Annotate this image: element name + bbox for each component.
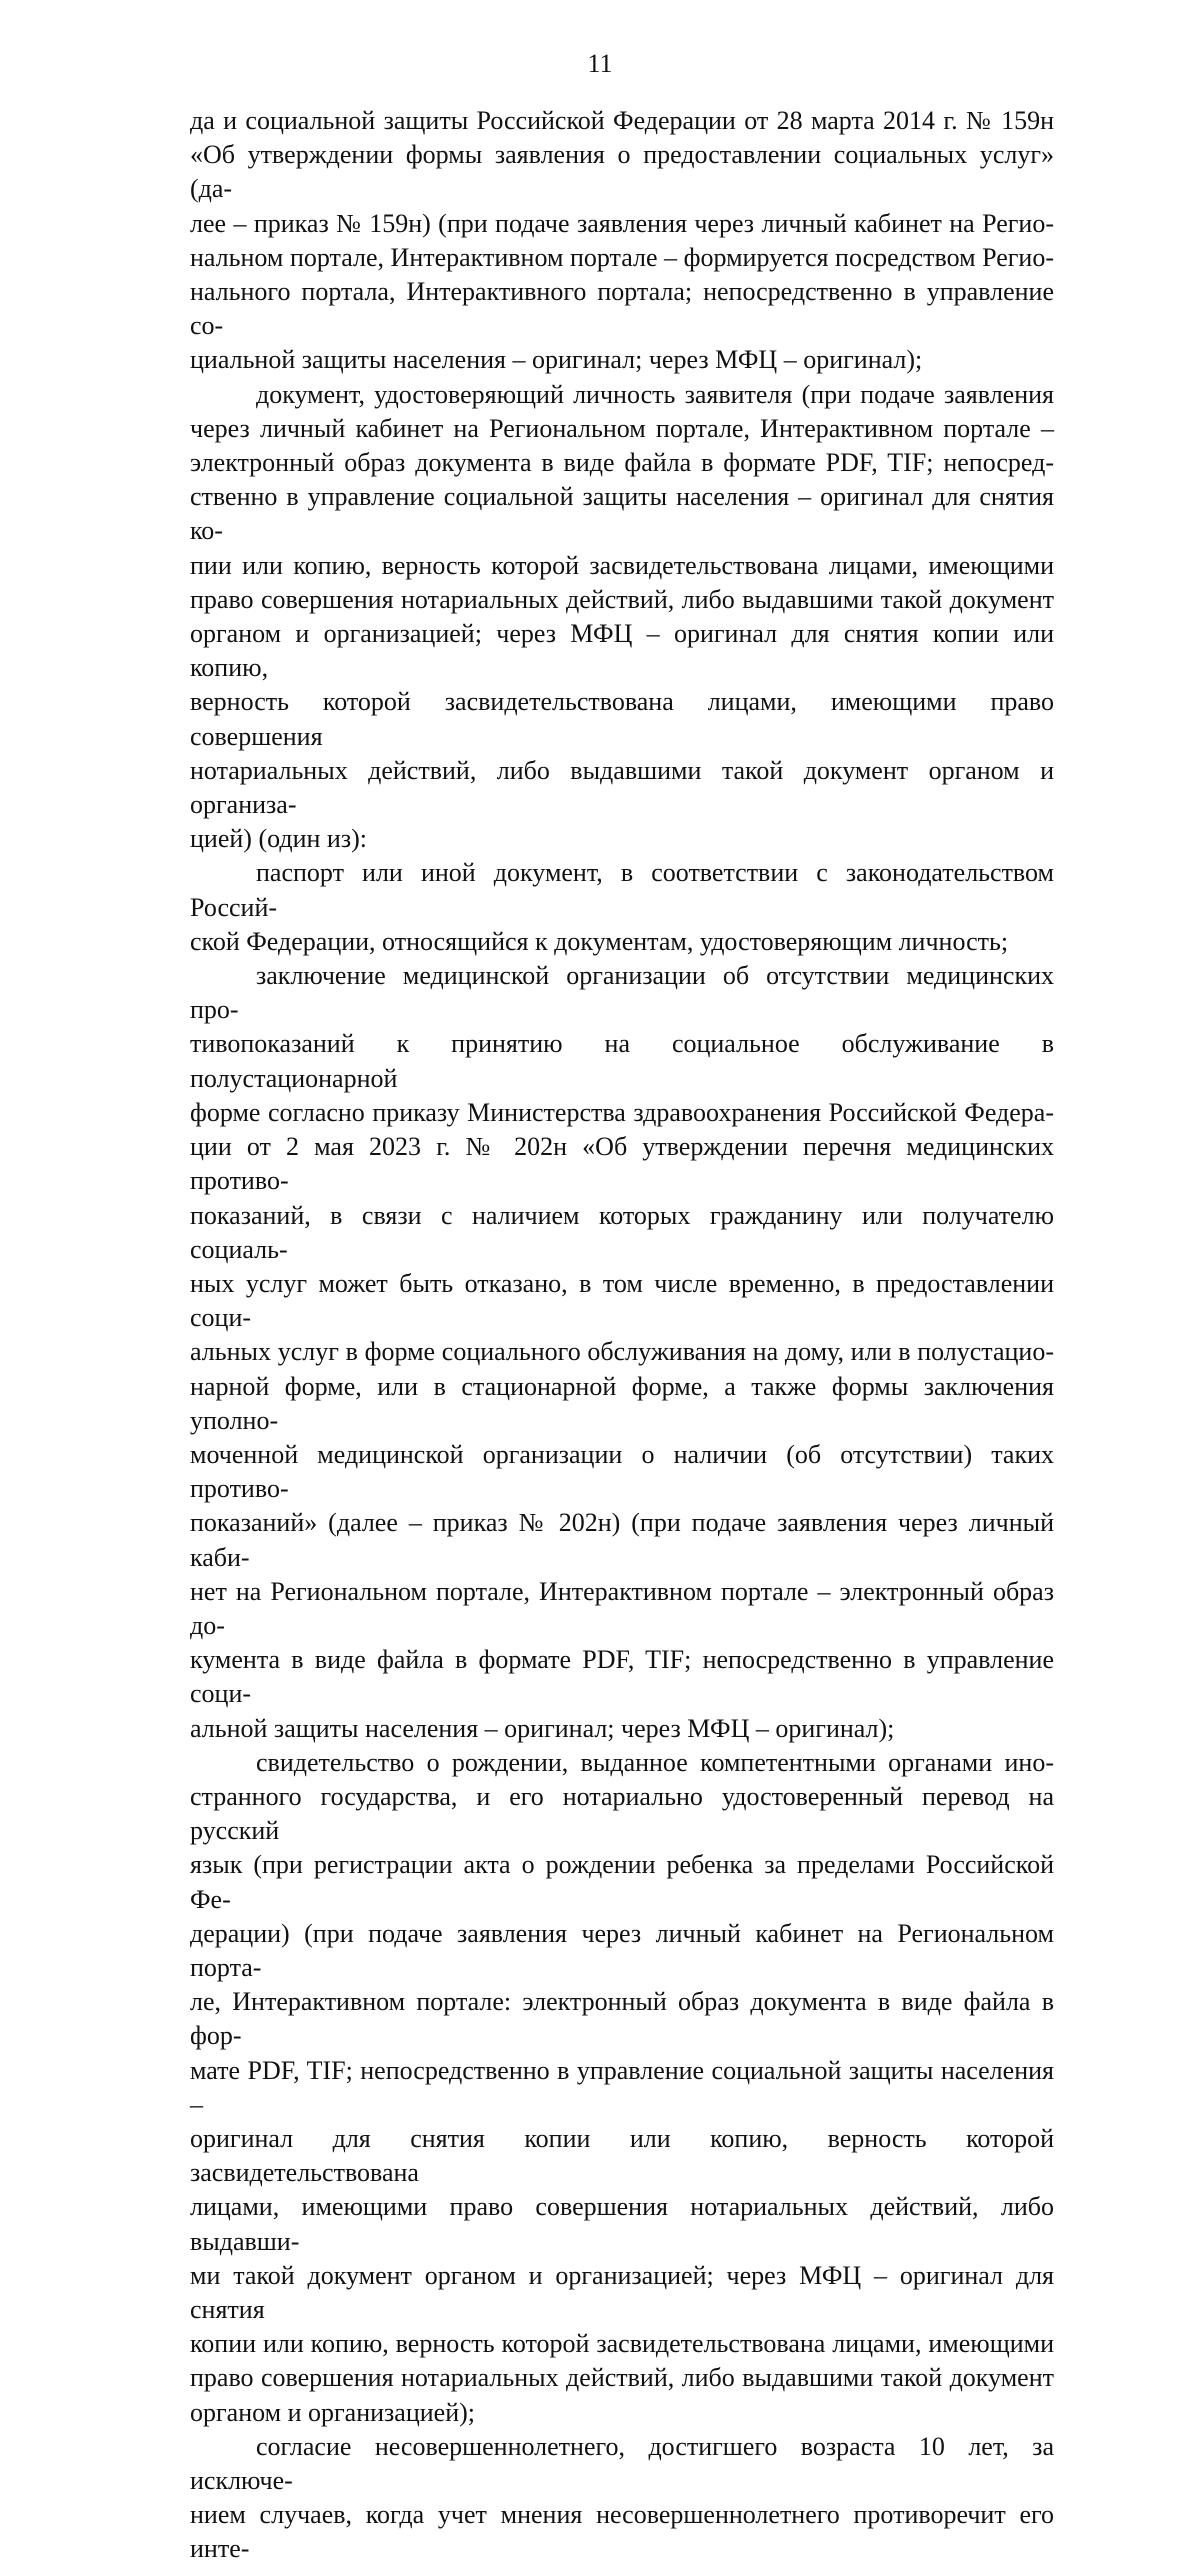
text-line: свидетельство о рождении, выданное компетентными органами ино-: [256, 1747, 1054, 1777]
text-line: ми такой документ органом и организацией; через МФЦ – оригинал для снятия: [190, 2260, 1054, 2324]
text-line: форме согласно приказу Министерства здравоохранения Российской Федера-: [190, 1097, 1054, 1127]
text-line: лее – приказ № 159н) (при подаче заявления через личный кабинет на Регио-: [190, 208, 1054, 238]
text-line: документ, удостоверяющий личность заявителя (при подаче заявления: [256, 379, 1054, 409]
text-line: альных услуг в форме социального обслуживания на дому, или в полустацио-: [190, 1337, 1054, 1367]
text-line: нарной форме, или в стационарной форме, а также формы заключения уполно-: [190, 1371, 1054, 1435]
text-line: заключение медицинской организации об отсутствии медицинских про-: [190, 961, 1054, 1025]
text-line: право совершения нотариальных действий, либо выдавшими такой документ: [190, 584, 1054, 614]
text-line: циальной защиты населения – оригинал; через МФЦ – оригинал);: [190, 345, 923, 375]
text-line: мате PDF, TIF; непосредственно в управление социальной защиты населения –: [190, 2055, 1054, 2119]
text-line: согласие несовершеннолетнего, достигшего возраста 10 лет, за исключе-: [190, 2431, 1054, 2496]
text-line: лицами, имеющими право совершения нотариальных действий, либо выдавши-: [190, 2192, 1054, 2256]
text-line: тивопоказаний к принятию на социальное обслуживание в полустационарной: [190, 1029, 1054, 1093]
text-line: альной защиты населения – оригинал; через МФЦ – оригинал);: [190, 1713, 895, 1743]
text-line: верность которой засвидетельствована лицами, имеющими право совершения: [190, 687, 1054, 751]
text-line: нием случаев, когда учет мнения несовершеннолетнего противоречит его инте-: [190, 2500, 1054, 2564]
text-line: ле, Интерактивном портале: электронный образ документа в виде файла в фор-: [190, 1987, 1054, 2051]
text-line: нотариальных действий, либо выдавшими такой документ органом и организа-: [190, 755, 1054, 820]
text-line: цией) (один из):: [190, 824, 367, 854]
text-line: копии или копию, верность которой засвидетельствована лицами, имеющими: [190, 2329, 1054, 2359]
text-line: через личный кабинет на Региональном портале, Интерактивном портале –: [190, 413, 1054, 443]
paragraph: [190, 378, 1054, 857]
paragraph: [190, 856, 1054, 959]
text-line: органом и организацией);: [190, 2397, 475, 2427]
text-line: пии или копию, верность которой засвидетельствована лицами, имеющими: [190, 550, 1054, 580]
text-line: нет на Региональном портале, Интерактивном портале – электронный образ до-: [190, 1576, 1054, 1640]
text-line: моченной медицинской организации о наличии (об отсутствии) таких противо-: [190, 1439, 1054, 1504]
text-line: ственно в управление социальной защиты населения – оригинал для снятия ко-: [190, 482, 1054, 546]
text-line: странного государства, и его нотариально удостоверенный перевод на русский: [190, 1781, 1054, 1846]
text-line: «Об утверждении формы заявления о предоставлении социальных услуг» (да-: [190, 140, 1054, 204]
paragraph: [190, 104, 1054, 378]
text-line: кумента в виде файла в формате PDF, TIF; непосредственно в управление соци-: [190, 1645, 1054, 1709]
text-line: нального портала, Интерактивного портала; непосредственно в управление со-: [190, 277, 1054, 341]
text-line: ных услуг может быть отказано, в том числе временно, в предоставлении соци-: [190, 1268, 1054, 1333]
text-line: ции от 2 мая 2023 г. № 202н «Об утверждении перечня медицинских противо-: [190, 1132, 1054, 1196]
text-line: язык (при регистрации акта о рождении ребенка за пределами Российской Фе-: [190, 1850, 1054, 1914]
text-line: показаний» (далее – приказ № 202н) (при подаче заявления через личный каби-: [190, 1508, 1054, 1572]
text-line: показаний, в связи с наличием которых гражданину или получателю социаль-: [190, 1200, 1054, 1264]
text-line: право совершения нотариальных действий, либо выдавшими такой документ: [190, 2363, 1054, 2393]
text-line: оригинал для снятия копии или копию, верность которой засвидетельствована: [190, 2123, 1054, 2188]
text-line: нальном портале, Интерактивном портале – формируется посредством Регио-: [190, 242, 1054, 272]
text-line: да и социальной защиты Российской Федерации от 28 марта 2014 г. № 159н: [190, 106, 1054, 135]
text-line: ской Федерации, относящийся к документам, удостоверяющим личность;: [190, 926, 1009, 956]
document-body: [190, 104, 1054, 2567]
text-line: дерации) (при подаче заявления через личный кабинет на Региональном порта-: [190, 1918, 1054, 1982]
paragraph: [190, 959, 1054, 1746]
paragraph: [190, 2430, 1054, 2567]
paragraph: [190, 1746, 1054, 2430]
text-line: электронный образ документа в виде файла в формате PDF, TIF; непосред-: [190, 448, 1054, 478]
text-line: паспорт или иной документ, в соответствии с законодательством Россий-: [190, 858, 1054, 922]
text-line: органом и организацией; через МФЦ – оригинал для снятия копии или копию,: [190, 619, 1054, 683]
page-number: 11: [587, 49, 613, 78]
